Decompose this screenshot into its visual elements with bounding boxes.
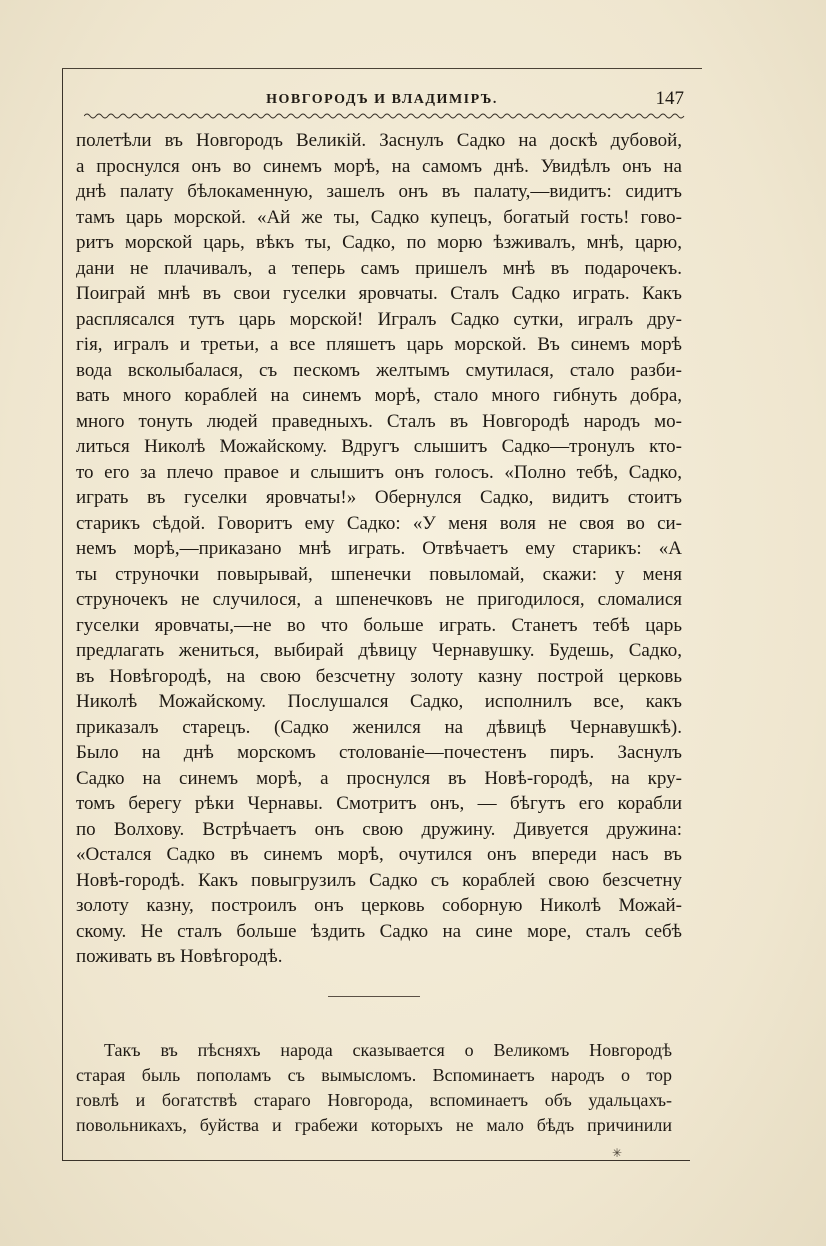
text-line: по Волхову. Встрѣчаетъ онъ свою дружину. Дивуется дружина:	[76, 818, 682, 840]
text-line: Было на днѣ морскомъ столованіе—почестенъ пиръ. Заснулъ	[76, 742, 682, 763]
text-line: полетѣли въ Новгородъ Великій. Заснулъ Садко на доскѣ дубовой,	[76, 130, 682, 151]
text-line: расплясался тутъ царь морской! Игралъ Садко сутки, игралъ дру-	[76, 308, 682, 330]
text-line: то его за плечо правое и слышитъ онъ голосъ. «Полно тебѣ, Садко,	[76, 461, 682, 483]
text-line: Такъ въ пѣсняхъ народа сказывается о Великомъ Новгородѣ	[104, 1040, 672, 1060]
text-line: ритъ морской царь, вѣкъ ты, Садко, по морю ѣзживалъ, мнѣ, царю,	[76, 232, 682, 253]
page-number: 147	[655, 88, 684, 109]
text-line: золоту казну, построилъ онъ церковь соборную Николѣ Можай-	[76, 895, 682, 916]
text-line: дани не плачивалъ, а теперь самъ пришелъ мнѣ въ подарочекъ.	[76, 257, 682, 279]
text-line: много тонуть людей праведныхъ. Сталъ въ Новгородѣ народъ мо-	[76, 410, 682, 432]
text-line: играть въ гуселки яровчаты!» Обернулся Садко, видитъ стоитъ	[76, 487, 682, 508]
text-line: предлагать жениться, выбирай дѣвицу Чернавушку. Будешь, Садко,	[76, 640, 682, 661]
text-line: поживать въ Новѣгородѣ.	[76, 946, 283, 967]
text-line: а проснулся онъ во синемъ морѣ, на самомъ днѣ. Увидѣлъ онъ на	[76, 155, 682, 177]
text-line: гія, игралъ и третьи, а все пляшетъ царь морской. Въ синемъ морѣ	[76, 334, 682, 355]
text-line: говлѣ и богатствѣ стараго Новгорода, вспоминаетъ объ удальцахъ-	[76, 1090, 672, 1110]
text-line: Поиграй мнѣ въ свои гуселки яровчаты. Сталъ Садко играть. Какъ	[76, 283, 682, 304]
paragraph-novgorod-songs	[76, 1038, 672, 1138]
page-frame-bottom-rule	[62, 1160, 690, 1161]
text-line: повольникахъ, буйства и грабежи которыхъ не мало бѣдъ причинили	[76, 1115, 672, 1135]
text-line: гуселки яровчаты,—не во что больше играть. Станетъ тебѣ царь	[76, 614, 682, 636]
text-line: Садко на синемъ морѣ, а проснулся въ Новѣ-городѣ, на кру-	[76, 767, 682, 789]
text-line: струночекъ не случилося, а шпенечковъ не пригодилося, сломалися	[76, 589, 682, 610]
paragraph-sadko-story	[76, 128, 682, 970]
text-line: скому. Не сталъ больше ѣздить Садко на сине море, сталъ себѣ	[76, 920, 682, 942]
text-line: немъ морѣ,—приказано мнѣ играть. Отвѣчаетъ ему старикъ: «А	[76, 538, 682, 559]
text-line: томъ берегу рѣки Чернавы. Смотритъ онъ, — бѣгутъ его корабли	[76, 793, 682, 814]
text-line: днѣ палату бѣлокаменную, зашелъ онъ въ палату,—видитъ: сидитъ	[76, 181, 682, 202]
wavy-ornament-rule	[84, 112, 688, 120]
text-line: вода всколыбалася, съ пескомъ желтымъ смутилася, стало разби-	[76, 359, 682, 381]
section-separator-rule	[328, 996, 420, 997]
text-line: вать много кораблей на синемъ морѣ, стало много гибнуть добра,	[76, 385, 682, 406]
text-line: старикъ сѣдой. Говоритъ ему Садко: «У меня воля не своя во си-	[76, 512, 682, 534]
text-line: литься Николѣ Можайскому. Вдругъ слышитъ Садко—тронулъ кто-	[76, 436, 682, 457]
text-line: ты струночки повырывай, шпенечки повыломай, скажи: у меня	[76, 563, 682, 585]
page-frame-left-rule	[62, 68, 63, 1160]
asterisk-ornament-icon: ✳	[612, 1146, 623, 1160]
text-line: Новѣ-городѣ. Какъ повыгрузилъ Садко съ кораблей свою безсчетну	[76, 869, 682, 891]
text-line: старая быль пополамъ съ вымысломъ. Вспоминаетъ народъ о тор	[76, 1065, 672, 1085]
text-line: Николѣ Можайскому. Послушался Садко, исполнилъ все, какъ	[76, 691, 682, 712]
text-line: въ Новѣгородѣ, на свою безсчетну золоту казну построй церковь	[76, 665, 682, 687]
running-head: НОВГОРОДЪ И ВЛАДИМІРЪ.	[266, 92, 498, 107]
text-line: тамъ царь морской. «Ай же ты, Садко купецъ, богатый гость! гово-	[76, 206, 682, 228]
text-line: «Остался Садко въ синемъ морѣ, очутился онъ впереди насъ въ	[76, 844, 682, 865]
text-line: приказалъ старецъ. (Садко женился на дѣвицѣ Чернавушкѣ).	[76, 716, 682, 738]
page-frame-top-rule	[62, 68, 702, 69]
